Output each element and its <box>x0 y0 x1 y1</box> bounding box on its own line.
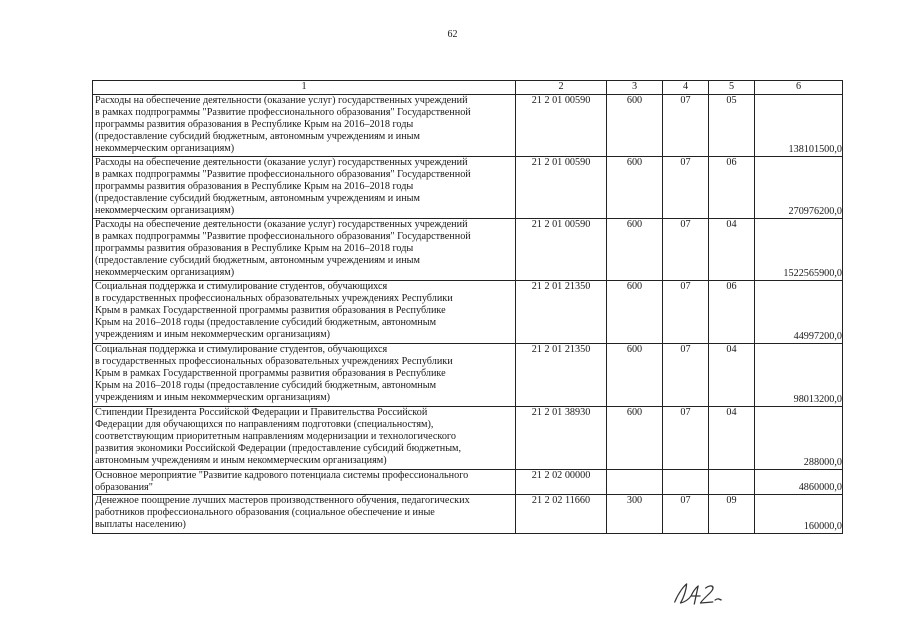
row-section: 07 <box>663 407 709 470</box>
table-row <box>93 407 843 470</box>
handwritten-page-mark <box>668 578 736 614</box>
header-col-1: 1 <box>93 81 516 95</box>
row-section <box>663 470 709 495</box>
row-target-code: 21 2 01 00590 <box>516 95 607 157</box>
row-target-code: 21 2 02 00000 <box>516 470 607 495</box>
row-description: Социальная поддержка и стимулирование студентов, обучающихся в государственных профессиональных образовательных учреждениях Республики Крым в рамках Государственной программы развития образования в Республике Крым на 2016–2018 годы (предоставление субсидий бюджетным, автономным учреждениям и иным некоммерческим организациям) <box>93 281 516 344</box>
row-section: 07 <box>663 495 709 534</box>
header-col-3: 3 <box>607 81 663 95</box>
row-expense-type: 600 <box>607 281 663 344</box>
row-expense-type: 300 <box>607 495 663 534</box>
row-expense-type <box>607 470 663 495</box>
row-target-code: 21 2 02 11660 <box>516 495 607 534</box>
row-description: Расходы на обеспечение деятельности (оказание услуг) государственных учреждений в рамках подпрограммы "Развитие профессионального образования" Государственной программы развития образования в Республике Крым на 2016–2018 годы (предоставление субсидий бюджетным, автономным учреждениям и иным некоммерческим организациям) <box>93 95 516 157</box>
row-section: 07 <box>663 219 709 281</box>
row-section: 07 <box>663 344 709 407</box>
row-section: 07 <box>663 95 709 157</box>
header-col-4: 4 <box>663 81 709 95</box>
row-description: Расходы на обеспечение деятельности (оказание услуг) государственных учреждений в рамках подпрограммы "Развитие профессионального образования" Государственной программы развития образования в Республике Крым на 2016–2018 годы (предоставление субсидий бюджетным, автономным учреждениям и иным некоммерческим организациям) <box>93 157 516 219</box>
row-expense-type: 600 <box>607 157 663 219</box>
row-subsection: 06 <box>709 281 755 344</box>
row-description: Социальная поддержка и стимулирование студентов, обучающихся в государственных профессиональных образовательных учреждениях Республики Крым в рамках Государственной программы развития образования в Республике Крым на 2016–2018 годы (предоставление субсидий бюджетным, автономным учреждениям и иным некоммерческим организациям) <box>93 344 516 407</box>
row-subsection: 04 <box>709 219 755 281</box>
row-subsection: 04 <box>709 407 755 470</box>
row-amount: 138101500,0 <box>755 95 843 157</box>
table-row <box>93 470 843 495</box>
header-col-6: 6 <box>755 81 843 95</box>
row-target-code: 21 2 01 00590 <box>516 157 607 219</box>
row-description: Денежное поощрение лучших мастеров производственного обучения, педагогических работников профессионального образования (социальное обеспечение и иные выплаты населению) <box>93 495 516 534</box>
row-subsection: 09 <box>709 495 755 534</box>
row-amount: 160000,0 <box>755 495 843 534</box>
table-header-row <box>93 81 843 95</box>
row-subsection: 04 <box>709 344 755 407</box>
row-expense-type: 600 <box>607 95 663 157</box>
row-subsection <box>709 470 755 495</box>
budget-table <box>92 80 843 534</box>
row-expense-type: 600 <box>607 219 663 281</box>
row-amount: 98013200,0 <box>755 344 843 407</box>
row-amount: 288000,0 <box>755 407 843 470</box>
table-row <box>93 157 843 219</box>
row-description: Стипендии Президента Российской Федерации и Правительства Российской Федерации для обучающихся по направлениям подготовки (специальностям), соответствующим приоритетным направлениям модернизации и технологического развития экономики Российской Федерации (предоставление субсидий бюджетным, автономным учреждениям и иным некоммерческим организациям) <box>93 407 516 470</box>
page-number: 62 <box>447 29 458 40</box>
header-col-2: 2 <box>516 81 607 95</box>
row-target-code: 21 2 01 21350 <box>516 281 607 344</box>
row-amount: 44997200,0 <box>755 281 843 344</box>
table-row <box>93 219 843 281</box>
row-description: Расходы на обеспечение деятельности (оказание услуг) государственных учреждений в рамках подпрограммы "Развитие профессионального образования" Государственной программы развития образования в Республике Крым на 2016–2018 годы (предоставление субсидий бюджетным, автономным учреждениям и иным некоммерческим организациям) <box>93 219 516 281</box>
row-target-code: 21 2 01 00590 <box>516 219 607 281</box>
header-col-5: 5 <box>709 81 755 95</box>
row-amount: 4860000,0 <box>755 470 843 495</box>
row-expense-type: 600 <box>607 407 663 470</box>
table-row <box>93 495 843 534</box>
row-target-code: 21 2 01 38930 <box>516 407 607 470</box>
row-section: 07 <box>663 157 709 219</box>
row-subsection: 06 <box>709 157 755 219</box>
row-description: Основное мероприятие "Развитие кадрового потенциала системы профессионального образования" <box>93 470 516 495</box>
handwritten-mark-icon <box>669 578 735 608</box>
row-expense-type: 600 <box>607 344 663 407</box>
table-row <box>93 281 843 344</box>
row-amount: 1522565900,0 <box>755 219 843 281</box>
table-row <box>93 95 843 157</box>
row-subsection: 05 <box>709 95 755 157</box>
row-amount: 270976200,0 <box>755 157 843 219</box>
table-row <box>93 344 843 407</box>
row-target-code: 21 2 01 21350 <box>516 344 607 407</box>
row-section: 07 <box>663 281 709 344</box>
